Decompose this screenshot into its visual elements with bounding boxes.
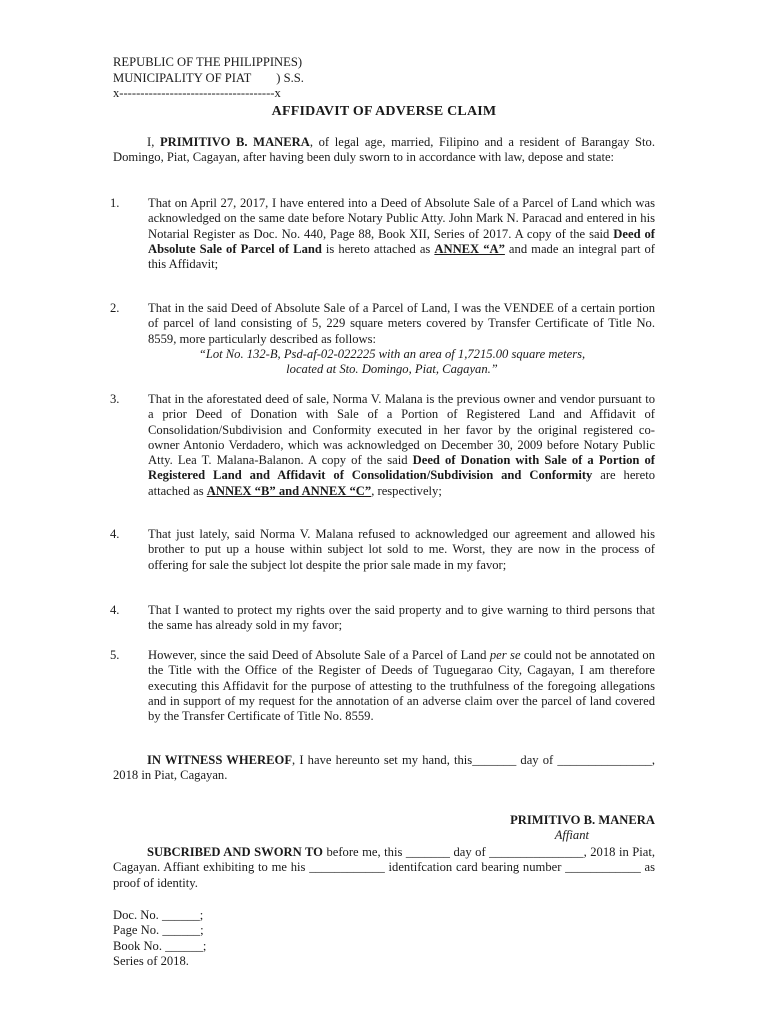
paragraph-text: could not be annotated on the Title with the Office of the Register of Deeds of Tuguegarao City, Cagayan, I am therefore executing this Affidavit for the purpose of attesting to the truthfulness of the foregoing allegations and in support of my request for the annotation of an adverse claim over the parcel of land covered by the Transfer Certificate of Title No. 8559.	[148, 648, 655, 724]
paragraph-3	[110, 392, 655, 499]
affiant-role: Affiant	[554, 828, 589, 843]
paragraph-5	[110, 648, 655, 724]
paragraph-text: and made an integral part of this Affidavit;	[148, 241, 655, 272]
paragraph-number: 3.	[110, 392, 120, 406]
paragraph-text: is hereto attached as	[321, 241, 435, 256]
affiant-name-intro: PRIMITIVO B. MANERA	[159, 135, 310, 149]
paragraph-text: However, since the said Deed of Absolute Sale of a Parcel of Land	[148, 648, 490, 662]
donation-deed-bold: Deed of Donation with Sale of a Portion of Registered Land and Affidavit of Consolidation/Subdivision and Conformity	[148, 453, 655, 483]
per-se-italic: per se	[489, 648, 521, 662]
paragraph-4b	[110, 603, 655, 634]
notarial-register-info	[113, 908, 206, 970]
jurat-paragraph	[113, 845, 655, 891]
witness-text: , I have hereunto set my hand, this_______ day of _______________, 2018 in Piat, Cagayan.	[113, 753, 656, 783]
page-no: Page No. ______;	[113, 923, 204, 938]
lot-description-line-2: located at Sto. Domingo, Piat, Cagayan.”	[286, 362, 498, 377]
intro-text: , of legal age, married, Filipino and a resident of Barangay Sto. Domingo, Piat, Cagayan, after having been duly sworn to in accordance with law, depose and state:	[113, 135, 655, 165]
lot-description-line-1: “Lot No. 132-B, Psd-af-02-022225 with an area of 1,7215.00 square meters,	[198, 346, 586, 361]
venue-header	[113, 55, 304, 102]
intro-pre: I,	[147, 135, 160, 149]
intro-paragraph	[113, 135, 655, 166]
document-title: AFFIDAVIT OF ADVERSE CLAIM	[271, 104, 497, 119]
witness-clause	[113, 753, 655, 784]
paragraph-1	[110, 196, 655, 272]
paragraph-text: That in the said Deed of Absolute Sale of a Parcel of Land, I was the VENDEE of a certain portion of parcel of land consisting of 5, 229 square meters covered by Transfer Certificate of Title No. 8559, more particularly described as follows:	[148, 301, 655, 346]
annex-a-label: ANNEX “A”	[434, 241, 505, 256]
venue-separator: x-------------------------------------x	[113, 86, 281, 101]
paragraph-4a	[110, 527, 655, 573]
annex-b-c-label: ANNEX “B” and ANNEX “C”	[206, 483, 372, 498]
book-no: Book No. ______;	[113, 938, 207, 953]
paragraph-number: 1.	[110, 196, 120, 210]
signature-block	[355, 813, 655, 844]
series: Series of 2018.	[113, 954, 189, 969]
paragraph-2	[110, 301, 655, 377]
paragraph-text: That just lately, said Norma V. Malana refused to acknowledged our agreement and allowed his brother to put up a house within subject lot sold to me. Worst, they are now in the process of offering for sale the subject lot despite the prior sale made in my favor;	[148, 527, 655, 572]
jurat-lead: SUBCRIBED AND SWORN TO	[147, 845, 323, 859]
paragraph-text: That on April 27, 2017, I have entered into a Deed of Absolute Sale of a Parcel of Land which was acknowledged on the same date before Notary Public Atty. John Mark N. Paracad and entered in his Notarial Register as Doc. No. 440, Page 88, Book XII, Series of 2017. A copy of the said	[148, 196, 655, 241]
doc-no: Doc. No. ______;	[113, 908, 204, 922]
paragraph-text: are hereto attached as	[148, 468, 655, 498]
venue-line-republic: REPUBLIC OF THE PHILIPPINES)	[113, 55, 303, 69]
paragraph-number: 4.	[110, 603, 120, 617]
paragraph-text: That in the aforestated deed of sale, Norma V. Malana is the previous owner and vendor pursuant to a prior Deed of Donation with Sale of a Portion of Registered Land and Affidavit of Consolidation/Subdivision and Conformity executed in her favor by the original registered co-owner Antonio Verdadero, which was acknowledged on December 30, 2009 before Notary Public Atty. Lea T. Malana-Balanon. A copy of the said	[148, 392, 655, 468]
paragraph-text: That I wanted to protect my rights over the said property and to give warning to third persons that the same has already sold in my favor;	[148, 603, 655, 633]
affiant-signature-name: PRIMITIVO B. MANERA	[510, 813, 655, 827]
jurat-text: before me, this _______ day of _______________, 2018 in Piat, Cagayan. Affiant exhibiting to me his ____________ identifcation card bearing number ____________ as proof of identity.	[113, 845, 656, 890]
paragraph-number: 2.	[110, 301, 120, 315]
witness-lead: IN WITNESS WHEREOF	[147, 753, 293, 767]
paragraph-number: 4.	[110, 527, 120, 541]
paragraph-text: , respectively;	[371, 483, 442, 498]
deed-title-bold: Deed of Absolute Sale of Parcel of Land	[148, 226, 655, 256]
paragraph-number: 5.	[110, 648, 120, 662]
venue-line-municipality: MUNICIPALITY OF PIAT ) S.S.	[113, 70, 304, 85]
